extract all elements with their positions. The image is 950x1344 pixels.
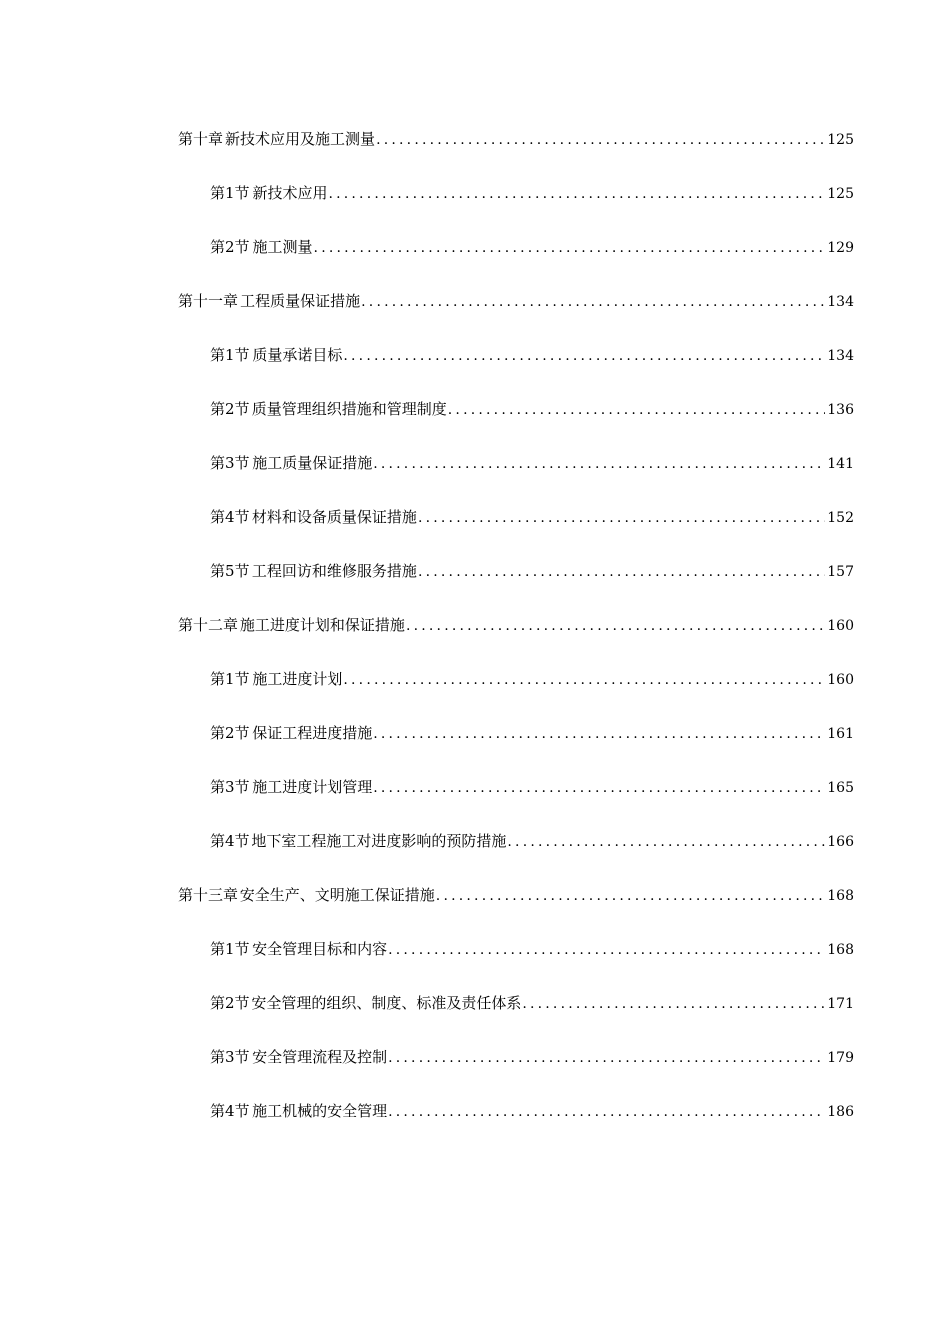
toc-entry-title: 安全管理目标和内容	[252, 940, 388, 958]
toc-entry-page: 179	[827, 1050, 854, 1066]
toc-entry[interactable]	[210, 667, 854, 691]
dot-leader	[418, 506, 825, 530]
dot-leader	[448, 398, 826, 422]
toc-entry-label: 第4节	[210, 832, 250, 850]
toc-entry-page: 134	[827, 294, 854, 310]
toc-entry[interactable]	[210, 775, 854, 799]
toc-entry-title: 安全管理的组织、制度、标准及责任体系	[251, 994, 522, 1012]
toc-entry[interactable]	[210, 559, 854, 583]
toc-entry-title: 地下室工程施工对进度影响的预防措施	[251, 832, 507, 850]
toc-entry-page: 161	[827, 726, 854, 742]
toc-entry[interactable]	[210, 991, 854, 1015]
toc-entry-title: 新技术应用	[252, 184, 328, 202]
toc-entry-page: 134	[827, 348, 854, 364]
toc-entry[interactable]	[178, 613, 854, 637]
dot-leader	[418, 560, 825, 584]
dot-leader	[314, 236, 826, 260]
dot-leader	[373, 776, 825, 800]
toc-entry-page: 152	[827, 510, 854, 526]
toc-entry-label: 第十一章	[178, 292, 239, 310]
toc-entry-title: 施工进度计划	[252, 670, 343, 688]
toc-entry-page: 136	[827, 402, 854, 418]
toc-entry[interactable]	[210, 829, 854, 853]
toc-entry-label: 第2节	[210, 994, 250, 1012]
toc-entry-page: 165	[827, 780, 854, 796]
toc-entry-title: 施工进度计划管理	[252, 778, 373, 796]
toc-entry-label: 第十章	[178, 130, 224, 148]
toc-entry-label: 第1节	[210, 670, 250, 688]
toc-entry-page: 168	[827, 888, 854, 904]
toc-entry-label: 第3节	[210, 454, 250, 472]
toc-entry-page: 160	[827, 672, 854, 688]
toc-entry-label: 第3节	[210, 778, 250, 796]
toc-entry-page: 157	[827, 564, 854, 580]
toc-entry-title: 安全生产、文明施工保证措施	[239, 886, 435, 904]
toc-entry-page: 186	[827, 1104, 854, 1120]
dot-leader	[406, 614, 825, 638]
toc-entry-title: 施工测量	[252, 238, 313, 256]
dot-leader	[373, 452, 825, 476]
toc-entry-label: 第4节	[210, 508, 250, 526]
dot-leader	[522, 992, 825, 1016]
toc-entry-title: 安全管理流程及控制	[252, 1048, 388, 1066]
dot-leader	[343, 344, 825, 368]
toc-entry-title: 材料和设备质量保证措施	[251, 508, 417, 526]
toc-entry-title: 施工进度计划和保证措施	[239, 616, 405, 634]
toc-entry-label: 第3节	[210, 1048, 250, 1066]
dot-leader	[388, 1100, 825, 1124]
dot-leader	[507, 830, 825, 854]
toc-entry-label: 第2节	[210, 724, 250, 742]
toc-entry[interactable]	[178, 127, 854, 151]
dot-leader	[388, 938, 825, 962]
dot-leader	[343, 668, 825, 692]
toc-entry[interactable]	[210, 343, 854, 367]
dot-leader	[436, 884, 825, 908]
toc-entry[interactable]	[178, 883, 854, 907]
dot-leader	[376, 128, 825, 152]
toc-entry-label: 第5节	[210, 562, 250, 580]
toc-entry-page: 160	[827, 618, 854, 634]
toc-entry-title: 工程质量保证措施	[240, 292, 361, 310]
toc-entry-label: 第2节	[210, 238, 250, 256]
toc-entry-label: 第1节	[210, 346, 250, 364]
toc-entry-title: 工程回访和维修服务措施	[251, 562, 417, 580]
toc-entry[interactable]	[210, 937, 854, 961]
toc-entry-label: 第1节	[210, 184, 250, 202]
toc-entry[interactable]	[210, 181, 854, 205]
toc-entry-page: 125	[827, 186, 854, 202]
toc-entry-label: 第十二章	[178, 616, 239, 634]
toc-entry-title: 保证工程进度措施	[252, 724, 373, 742]
toc-entry[interactable]	[178, 289, 854, 313]
dot-leader	[373, 722, 825, 746]
toc-entry-page: 129	[827, 240, 854, 256]
toc-entry-label: 第2节	[210, 400, 250, 418]
toc-entry[interactable]	[210, 1099, 854, 1123]
toc-entry[interactable]	[210, 505, 854, 529]
toc-entry-label: 第1节	[210, 940, 250, 958]
dot-leader	[328, 182, 825, 206]
toc-entry[interactable]	[210, 397, 854, 421]
toc-entry-page: 168	[827, 942, 854, 958]
toc-entry-title: 质量管理组织措施和管理制度	[251, 400, 447, 418]
toc-entry[interactable]	[210, 451, 854, 475]
toc-entry-page: 171	[827, 996, 854, 1012]
toc-entry-title: 施工机械的安全管理	[252, 1102, 388, 1120]
toc-entry-label: 第4节	[210, 1102, 250, 1120]
toc-entry-title: 质量承诺目标	[252, 346, 343, 364]
toc-entry-page: 166	[827, 834, 854, 850]
toc-entry[interactable]	[210, 721, 854, 745]
toc-entry-page: 125	[827, 132, 854, 148]
toc-entry-title: 新技术应用及施工测量	[225, 130, 376, 148]
dot-leader	[361, 290, 825, 314]
toc-entry[interactable]	[210, 235, 854, 259]
toc-entry-page: 141	[827, 456, 854, 472]
toc-entry[interactable]	[210, 1045, 854, 1069]
dot-leader	[388, 1046, 825, 1070]
toc-entry-label: 第十三章	[178, 886, 239, 904]
toc-entry-title: 施工质量保证措施	[252, 454, 373, 472]
